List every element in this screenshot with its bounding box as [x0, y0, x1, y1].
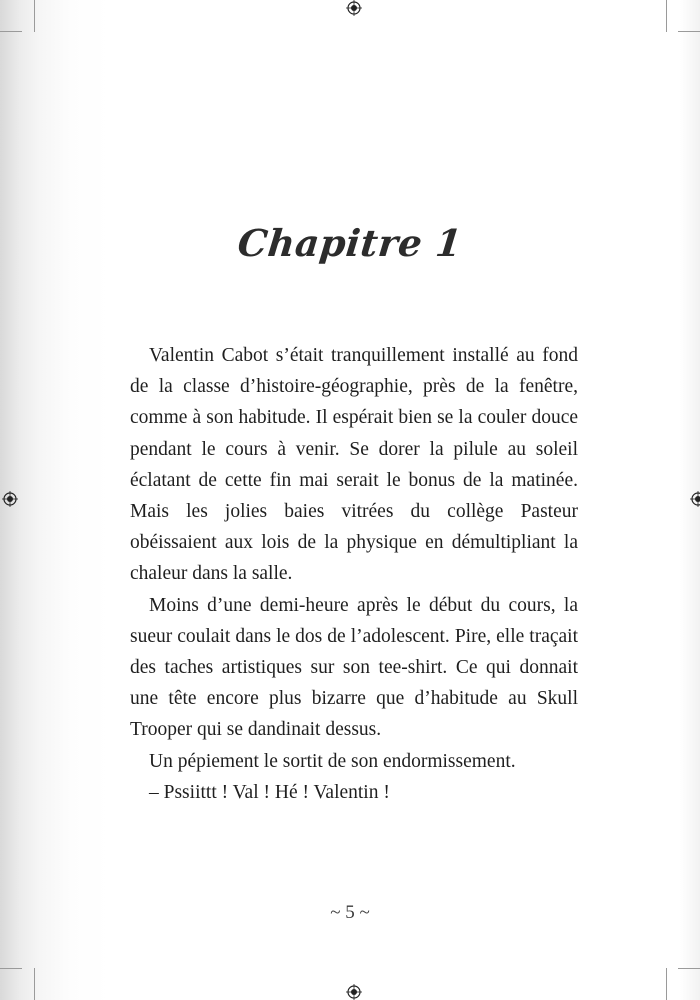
- crop-mark-bottom-left: [34, 968, 35, 1000]
- crop-mark-top-left-h: [0, 31, 22, 32]
- crop-mark-bottom-left-h: [0, 968, 22, 969]
- registration-mark-left-icon: [2, 491, 18, 507]
- paragraph: Valentin Cabot s’était tranquillement installé au fond de la classe d’histoire-géographie, près de la fenêtre, comme à son habitude. Il espérait bien se la couler douce pendant le cours à venir. Se dorer la pilule au soleil éclatant de cette fin mai serait le bonus de la matinée. Mais les jolies baies vitrées du collège Pasteur obéissaient aux lois de la physique en démultipliant la chaleur dans la salle.: [130, 345, 578, 585]
- chapter-body: [130, 340, 578, 808]
- crop-mark-top-right: [666, 0, 667, 32]
- dialogue-line: – Pssiittt ! Val ! Hé ! Valentin !: [149, 781, 390, 803]
- chapter-title: Chapitre 1: [235, 220, 465, 265]
- registration-mark-bottom-icon: [346, 984, 362, 1000]
- registration-mark-top-icon: [346, 0, 362, 16]
- paragraph: Un pépiement le sortit de son endormissement.: [149, 750, 516, 772]
- paragraph: Moins d’une demi-heure après le début du cours, la sueur coulait dans le dos de l’adolescent. Pire, elle traçait des taches artistiques sur son tee-shirt. Ce qui donnait une tête encore plus bizarre que d’habitude au Skull Trooper qui se dandinait dessus.: [130, 594, 578, 741]
- crop-mark-bottom-right: [666, 968, 667, 1000]
- crop-mark-top-left: [34, 0, 35, 32]
- crop-mark-top-right-h: [678, 31, 700, 32]
- crop-mark-bottom-right-h: [678, 968, 700, 969]
- page-number: ~ 5 ~: [330, 902, 370, 923]
- registration-mark-right-icon: [690, 491, 700, 507]
